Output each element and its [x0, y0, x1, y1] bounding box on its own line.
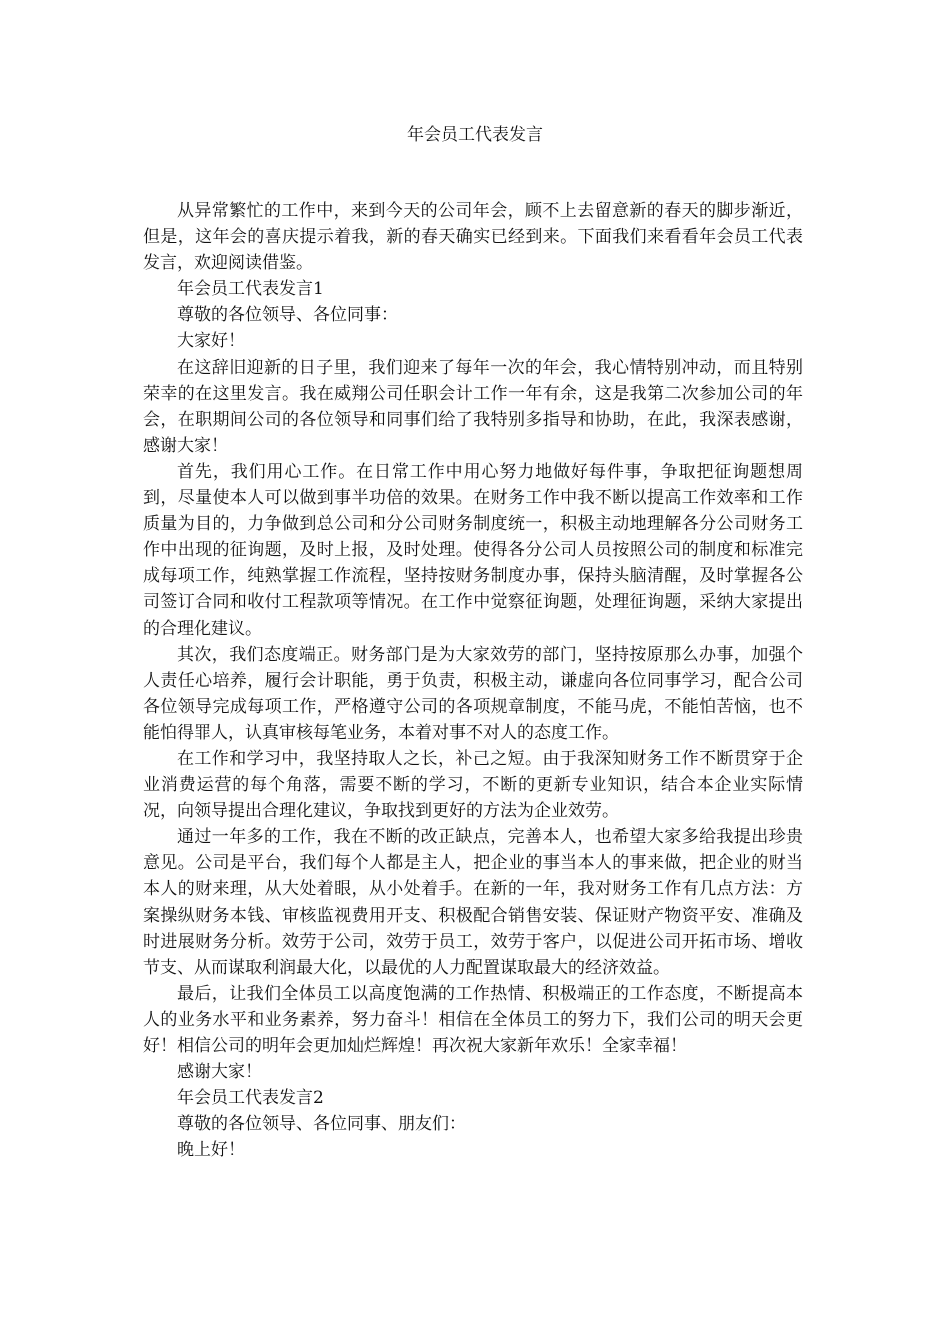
paragraph: 通过一年多的工作，我在不断的改正缺点，完善本人，也希望大家多给我提出珍贵意见。公司是平台，我们每个人都是主人，把企业的事当本人的事来做，把企业的财当本人的财来理，从大处着眼，从小处着手。在新的一年，我对财务工作有几点方法：方案操纵财务本钱、审核监视费用开支、积极配合销售安装、保证财产物资平安、准确及时进展财务分析。效劳于公司，效劳于员工，效劳于客户，以促进公司开拓市场、增收节支、从而谋取利润最大化，以最优的人力配置谋取最大的经济效益。: [143, 827, 803, 978]
greeting: 大家好！: [177, 331, 245, 352]
paragraph: 首先，我们用心工作。在日常工作中用心努力地做好每件事，争取把征询题想周到，尽量使本人可以做到事半功倍的效果。在财务工作中我不断以提高工作效率和工作质量为目的，力争做到总公司和分公司财务制度统一，积极主动地理解各分公司财务工作中出现的征询题，及时上报，及时处理。使得各分公司人员按照公司的制度和标准完成每项工作，纯熟掌握工作流程，坚持按财务制度办事，保持头脑清醒，及时掌握各公司签订合同和收付工程款项等情况。在工作中觉察征询题，处理征询题，采纳大家提出的合理化建议。: [143, 461, 803, 639]
document-title: 年会员工代表发言: [407, 125, 543, 145]
paragraph-intro: 从异常繁忙的工作中，来到今天的公司年会，顾不上去留意新的春天的脚步渐近，但是，这年会的喜庆提示着我，新的春天确实已经到来。下面我们来看看年会员工代表发言，欢迎阅读借鉴。: [143, 201, 803, 274]
salutation: 尊敬的各位领导、各位同事、朋友们：: [177, 1114, 466, 1135]
salutation: 尊敬的各位领导、各位同事：: [177, 305, 398, 326]
section-heading-1: 年会员工代表发言1: [177, 279, 324, 300]
closing-thanks: 感谢大家！: [177, 1062, 262, 1083]
section-heading-2: 年会员工代表发言2: [177, 1088, 324, 1109]
paragraph: 在这辞旧迎新的日子里，我们迎来了每年一次的年会，我心情特别冲动，而且特别荣幸的在这里发言。我在威翔公司任职会计工作一年有余，这是我第二次参加公司的年会，在职期间公司的各位领导和同事们给了我特别多指导和协助，在此，我深表感谢，感谢大家！: [143, 357, 803, 456]
document-body: [143, 198, 803, 1163]
paragraph: 最后，让我们全体员工以高度饱满的工作热情、积极端正的工作态度，不断提高本人的业务水平和业务素养，努力奋斗！相信在全体员工的努力下，我们公司的明天会更好！相信公司的明年会更加灿烂辉煌！再次祝大家新年欢乐！全家幸福！: [143, 983, 803, 1056]
paragraph: 其次，我们态度端正。财务部门是为大家效劳的部门，坚持按原那么办事，加强个人责任心培养，履行会计职能，勇于负责，积极主动，谦虚向各位同事学习，配合公司各位领导完成每项工作，严格遵守公司的各项规章制度，不能马虎，不能怕苦恼，也不能怕得罪人，认真审核每笔业务，本着对事不对人的态度工作。: [143, 644, 803, 743]
paragraph: 在工作和学习中，我坚持取人之长，补己之短。由于我深知财务工作不断贯穿于企业消费运营的每个角落，需要不断的学习，不断的更新专业知识，结合本企业实际情况，向领导提出合理化建议，争取找到更好的方法为企业效劳。: [143, 748, 803, 822]
greeting: 晚上好！: [177, 1140, 245, 1161]
